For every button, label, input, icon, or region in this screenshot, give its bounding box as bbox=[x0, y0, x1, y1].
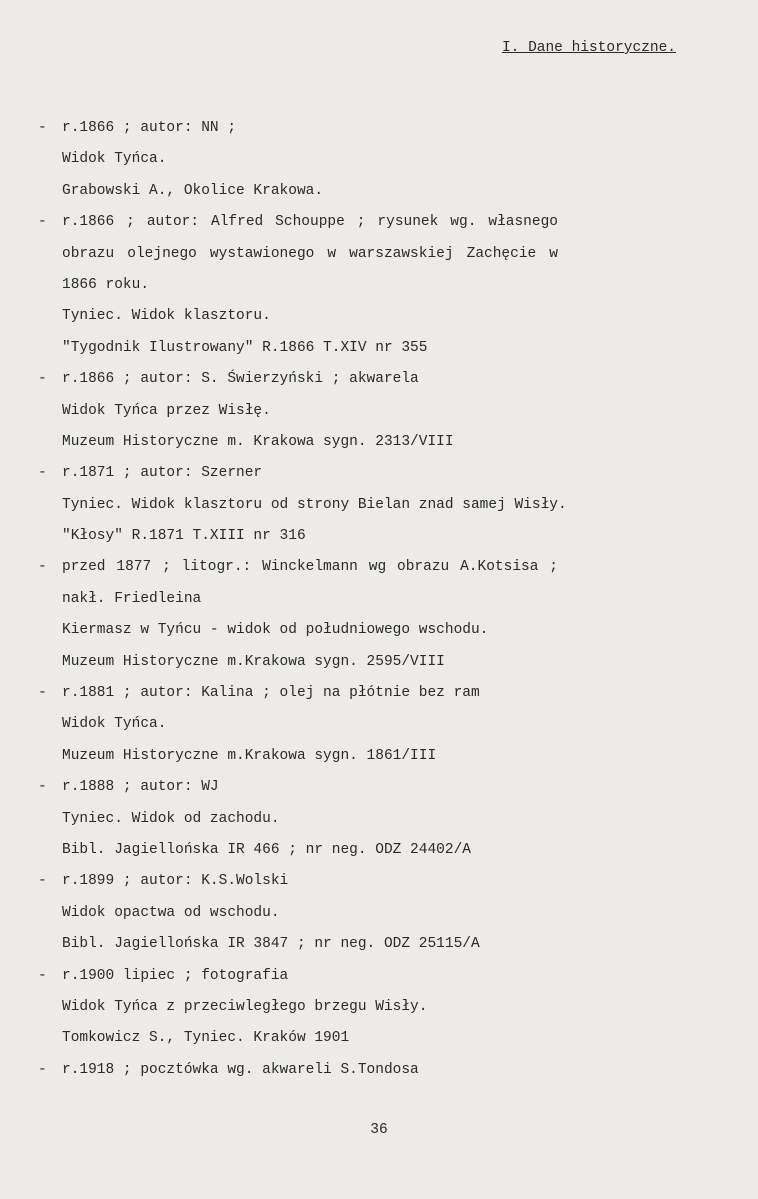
entry-dash: - bbox=[38, 371, 47, 388]
entry-text: Tomkowicz S., Tyniec. Kraków 1901 bbox=[62, 1030, 350, 1047]
entry-line bbox=[38, 364, 678, 395]
entry-text: Kiermasz w Tyńcu - widok od południowego wschodu. bbox=[62, 622, 489, 639]
entry-text: Grabowski A., Okolice Krakowa. bbox=[62, 182, 324, 199]
entry-text: Widok opactwa od wschodu. bbox=[62, 904, 280, 921]
entry-dash: - bbox=[38, 1061, 47, 1078]
entry-dash: - bbox=[38, 465, 47, 482]
entry-line bbox=[38, 835, 678, 866]
entry-line bbox=[38, 521, 678, 552]
entry-text: r.1866 ; autor: Alfred Schouppe ; rysunek wg. własnego bbox=[62, 214, 558, 231]
entry-line bbox=[38, 804, 678, 835]
entry-line bbox=[38, 992, 678, 1023]
entry-text: 1866 roku. bbox=[62, 276, 150, 293]
page-number: 36 bbox=[370, 1122, 388, 1138]
entry-line bbox=[38, 333, 678, 364]
entry-line bbox=[38, 678, 678, 709]
entry-line bbox=[38, 490, 678, 521]
entry-text: przed 1877 ; litogr.: Winckelmann wg obrazu A.Kotsisa ; bbox=[62, 559, 558, 576]
entry-text: Widok Tyńca przez Wisłę. bbox=[62, 402, 271, 419]
section-title: I. Dane historyczne. bbox=[501, 40, 676, 56]
entry-text: Widok Tyńca z przeciwległego brzegu Wisły. bbox=[62, 998, 428, 1015]
entry-line bbox=[38, 270, 678, 301]
entry-text: r.1900 lipiec ; fotografia bbox=[62, 967, 289, 984]
entry-line bbox=[38, 144, 678, 175]
entry-line bbox=[38, 113, 678, 144]
entry-line bbox=[38, 239, 678, 270]
entry-text: r.1871 ; autor: Szerner bbox=[62, 465, 263, 482]
entry-text: Tyniec. Widok klasztoru. bbox=[62, 308, 271, 325]
entry-text: r.1888 ; autor: WJ bbox=[62, 779, 219, 796]
entry-line bbox=[38, 866, 678, 897]
entry-line bbox=[38, 929, 678, 960]
entry-line bbox=[38, 709, 678, 740]
entry-dash: - bbox=[38, 967, 47, 984]
entry-dash: - bbox=[38, 559, 47, 576]
entry-text: Bibl. Jagiellońska IR 466 ; nr neg. ODZ 24402/A bbox=[62, 841, 471, 858]
entry-line bbox=[38, 552, 678, 583]
entry-text: Muzeum Historyczne m.Krakowa sygn. 1861/III bbox=[62, 747, 437, 764]
entry-text: r.1918 ; pocztówka wg. akwareli S.Tondosa bbox=[62, 1061, 419, 1078]
entry-line bbox=[38, 898, 678, 929]
entry-line bbox=[38, 301, 678, 332]
entry-text: Tyniec. Widok od zachodu. bbox=[62, 810, 280, 827]
entry-line bbox=[38, 741, 678, 772]
entry-dash: - bbox=[38, 214, 47, 231]
entry-dash: - bbox=[38, 120, 47, 136]
entry-line bbox=[38, 961, 678, 992]
entry-text: nakł. Friedleina bbox=[62, 590, 202, 607]
entry-line bbox=[38, 647, 678, 678]
entry-text: Muzeum Historyczne m. Krakowa sygn. 2313/VIII bbox=[62, 433, 454, 450]
entry-text: r.1866 ; autor: NN ; bbox=[62, 120, 237, 136]
entry-list bbox=[38, 113, 678, 1086]
entry-line bbox=[38, 207, 678, 238]
entry-text: Bibl. Jagiellońska IR 3847 ; nr neg. ODZ 25115/A bbox=[62, 936, 480, 953]
entry-line bbox=[38, 396, 678, 427]
entry-text: Widok Tyńca. bbox=[62, 151, 167, 168]
entry-dash: - bbox=[38, 779, 47, 796]
entry-text: obrazu olejnego wystawionego w warszawskiej Zachęcie w bbox=[62, 245, 558, 262]
entry-line bbox=[38, 458, 678, 489]
entry-text: r.1866 ; autor: S. Świerzyński ; akwarela bbox=[62, 371, 419, 388]
entry-text: r.1881 ; autor: Kalina ; olej na płótnie bez ram bbox=[62, 685, 480, 702]
entry-text: "Tygodnik Ilustrowany" R.1866 T.XIV nr 355 bbox=[62, 339, 428, 356]
entry-dash: - bbox=[38, 873, 47, 890]
entry-line bbox=[38, 176, 678, 207]
entry-text: Tyniec. Widok klasztoru od strony Bielan znad samej Wisły. bbox=[62, 496, 567, 513]
entry-line bbox=[38, 772, 678, 803]
entry-dash: - bbox=[38, 685, 47, 702]
entry-line bbox=[38, 1023, 678, 1054]
entry-text: Widok Tyńca. bbox=[62, 716, 167, 733]
entry-line bbox=[38, 584, 678, 615]
entry-text: "Kłosy" R.1871 T.XIII nr 316 bbox=[62, 528, 306, 545]
entry-line bbox=[38, 615, 678, 646]
entry-line bbox=[38, 427, 678, 458]
entry-text: r.1899 ; autor: K.S.Wolski bbox=[62, 873, 289, 890]
entry-line bbox=[38, 1055, 678, 1086]
entry-text: Muzeum Historyczne m.Krakowa sygn. 2595/VIII bbox=[62, 653, 445, 670]
